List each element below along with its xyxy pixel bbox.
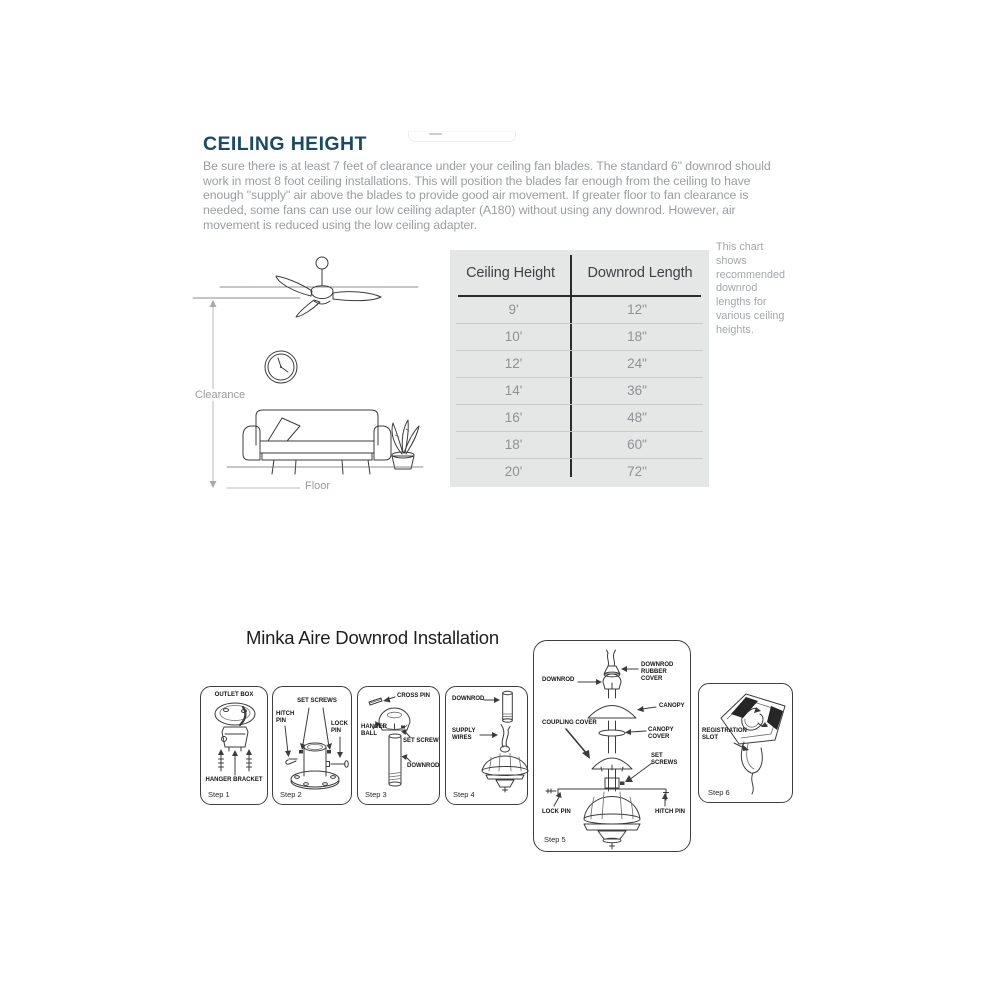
motor-and-light-drawing xyxy=(584,792,640,849)
installation-title: Minka Aire Downrod Installation xyxy=(246,627,499,648)
callout-canopy: CANOPY xyxy=(659,703,685,709)
table-row xyxy=(456,459,703,486)
cell-ceiling-height: 16' xyxy=(504,410,523,425)
table-row xyxy=(456,351,703,378)
callout-downrod: DOWNROD xyxy=(452,696,485,702)
table-row xyxy=(456,432,703,459)
callout-hitch-pin: HITCH PIN xyxy=(276,711,295,724)
step-1-label: Step 1 xyxy=(208,790,230,799)
clearance-illustration xyxy=(190,255,440,505)
table-row xyxy=(456,324,703,351)
cell-ceiling-height: 12' xyxy=(504,356,523,371)
clearance-illustration-art xyxy=(190,255,440,505)
cross-pin-drawing xyxy=(369,697,395,706)
cell-ceiling-height: 14' xyxy=(504,383,523,398)
cell-downrod-length: 24" xyxy=(627,356,647,371)
step-6-label: Step 6 xyxy=(708,788,730,797)
col-header-ceiling-height: Ceiling Height xyxy=(466,265,555,281)
callout-lock-pin: LOCK PIN xyxy=(331,721,348,734)
step-4-art xyxy=(446,687,529,806)
callout-set-screw: SET SCREW xyxy=(403,738,439,744)
callout-cross-pin: CROSS PIN xyxy=(397,693,431,699)
hanger-bracket-drawing xyxy=(222,727,249,751)
step-4-label: Step 4 xyxy=(453,790,475,799)
fan-motor-drawing xyxy=(482,746,528,792)
table-row xyxy=(456,297,703,324)
table-row xyxy=(456,405,703,432)
col-header-downrod-length: Downrod Length xyxy=(587,265,693,281)
step-3-art xyxy=(358,687,441,806)
cell-downrod-length: 18" xyxy=(627,329,647,344)
step-1-art xyxy=(201,687,269,806)
downrod-table xyxy=(450,250,709,487)
callout-registration-slot: REGISTRATION SLOT xyxy=(702,728,747,741)
page-title: CEILING HEIGHT xyxy=(203,133,367,155)
callout-hanger-ball: HANGER BALL xyxy=(361,724,388,737)
cell-ceiling-height: 18' xyxy=(504,437,523,452)
callout-canopy-cover: CANOPY COVER xyxy=(648,727,674,740)
downrod-collar-drawing xyxy=(291,743,339,789)
step-3-label: Step 3 xyxy=(365,790,387,799)
supply-wires-drawing xyxy=(480,725,510,748)
step-5-label: Step 5 xyxy=(544,835,566,844)
table-header-row xyxy=(450,250,709,295)
wall-clock-icon xyxy=(265,351,297,383)
callout-downrod: DOWNROD xyxy=(407,763,440,769)
screws-and-arrows xyxy=(218,749,252,775)
callout-downrod: DOWNROD xyxy=(542,677,575,683)
install-step-4-panel xyxy=(445,686,528,805)
cell-downrod-length: 72" xyxy=(627,464,647,479)
callout-hanger-bracket: HANGER BRACKET xyxy=(205,777,263,783)
table-note: This chart shows recommended downrod lengths for various ceiling heights. xyxy=(716,241,786,336)
cell-ceiling-height: 9' xyxy=(508,302,519,317)
cell-downrod-length: 60" xyxy=(627,437,647,452)
cell-downrod-length: 12" xyxy=(627,302,647,317)
downrod-drawing xyxy=(484,691,512,722)
install-step-5-panel xyxy=(533,640,691,852)
callout-set-screws: SET SCREWS xyxy=(297,698,337,704)
section-paragraph: Be sure there is at least 7 feet of clearance under your ceiling fan blades. The standard 6" downrod should work in most 8 foot ceiling installations. This will position the blades far enough from the ceiling to have enough "supply" air above the blades to provide good air movement. If greater floor to fan clearance is needed, some fans can use our low ceiling adapter (A180) without using any downrod. However, air movement is reduced using the low ceiling adapter. xyxy=(203,159,771,232)
cell-ceiling-height: 10' xyxy=(504,329,523,344)
ceiling-line xyxy=(193,287,418,298)
callout-set-screws: SET SCREWS xyxy=(651,753,678,766)
install-step-6-panel xyxy=(698,683,793,803)
cell-downrod-length: 36" xyxy=(627,383,647,398)
floor-label: Floor xyxy=(305,480,331,492)
cell-downrod-length: 48" xyxy=(627,410,647,425)
clearance-label: Clearance xyxy=(195,389,246,401)
outlet-box-drawing xyxy=(215,703,255,725)
canopy-cone-drawing xyxy=(734,742,762,794)
callout-coupling-cover: COUPLING COVER xyxy=(542,720,597,726)
callout-outlet-box: OUTLET BOX xyxy=(214,692,254,698)
install-step-1-panel xyxy=(200,686,268,805)
table-row xyxy=(456,378,703,405)
table-body xyxy=(450,297,709,486)
carousel-dash xyxy=(429,133,442,135)
step-2-label: Step 2 xyxy=(280,790,302,799)
callout-supply-wires: SUPPLY WIRES xyxy=(452,728,476,741)
plant-icon xyxy=(392,420,419,469)
callout-downrod-rubber-cover: DOWNROD RUBBER COVER xyxy=(641,662,674,682)
callout-hitch-pin: HITCH PIN xyxy=(655,809,685,815)
install-step-3-panel xyxy=(357,686,440,805)
cell-ceiling-height: 20' xyxy=(504,464,523,479)
step-6-art xyxy=(699,684,794,804)
carousel-edge-pill xyxy=(408,131,516,142)
sofa-icon xyxy=(243,410,391,474)
install-step-2-panel xyxy=(272,686,352,805)
bracket-and-pins xyxy=(546,789,669,806)
callout-lock-pin: LOCK PIN xyxy=(542,809,571,815)
